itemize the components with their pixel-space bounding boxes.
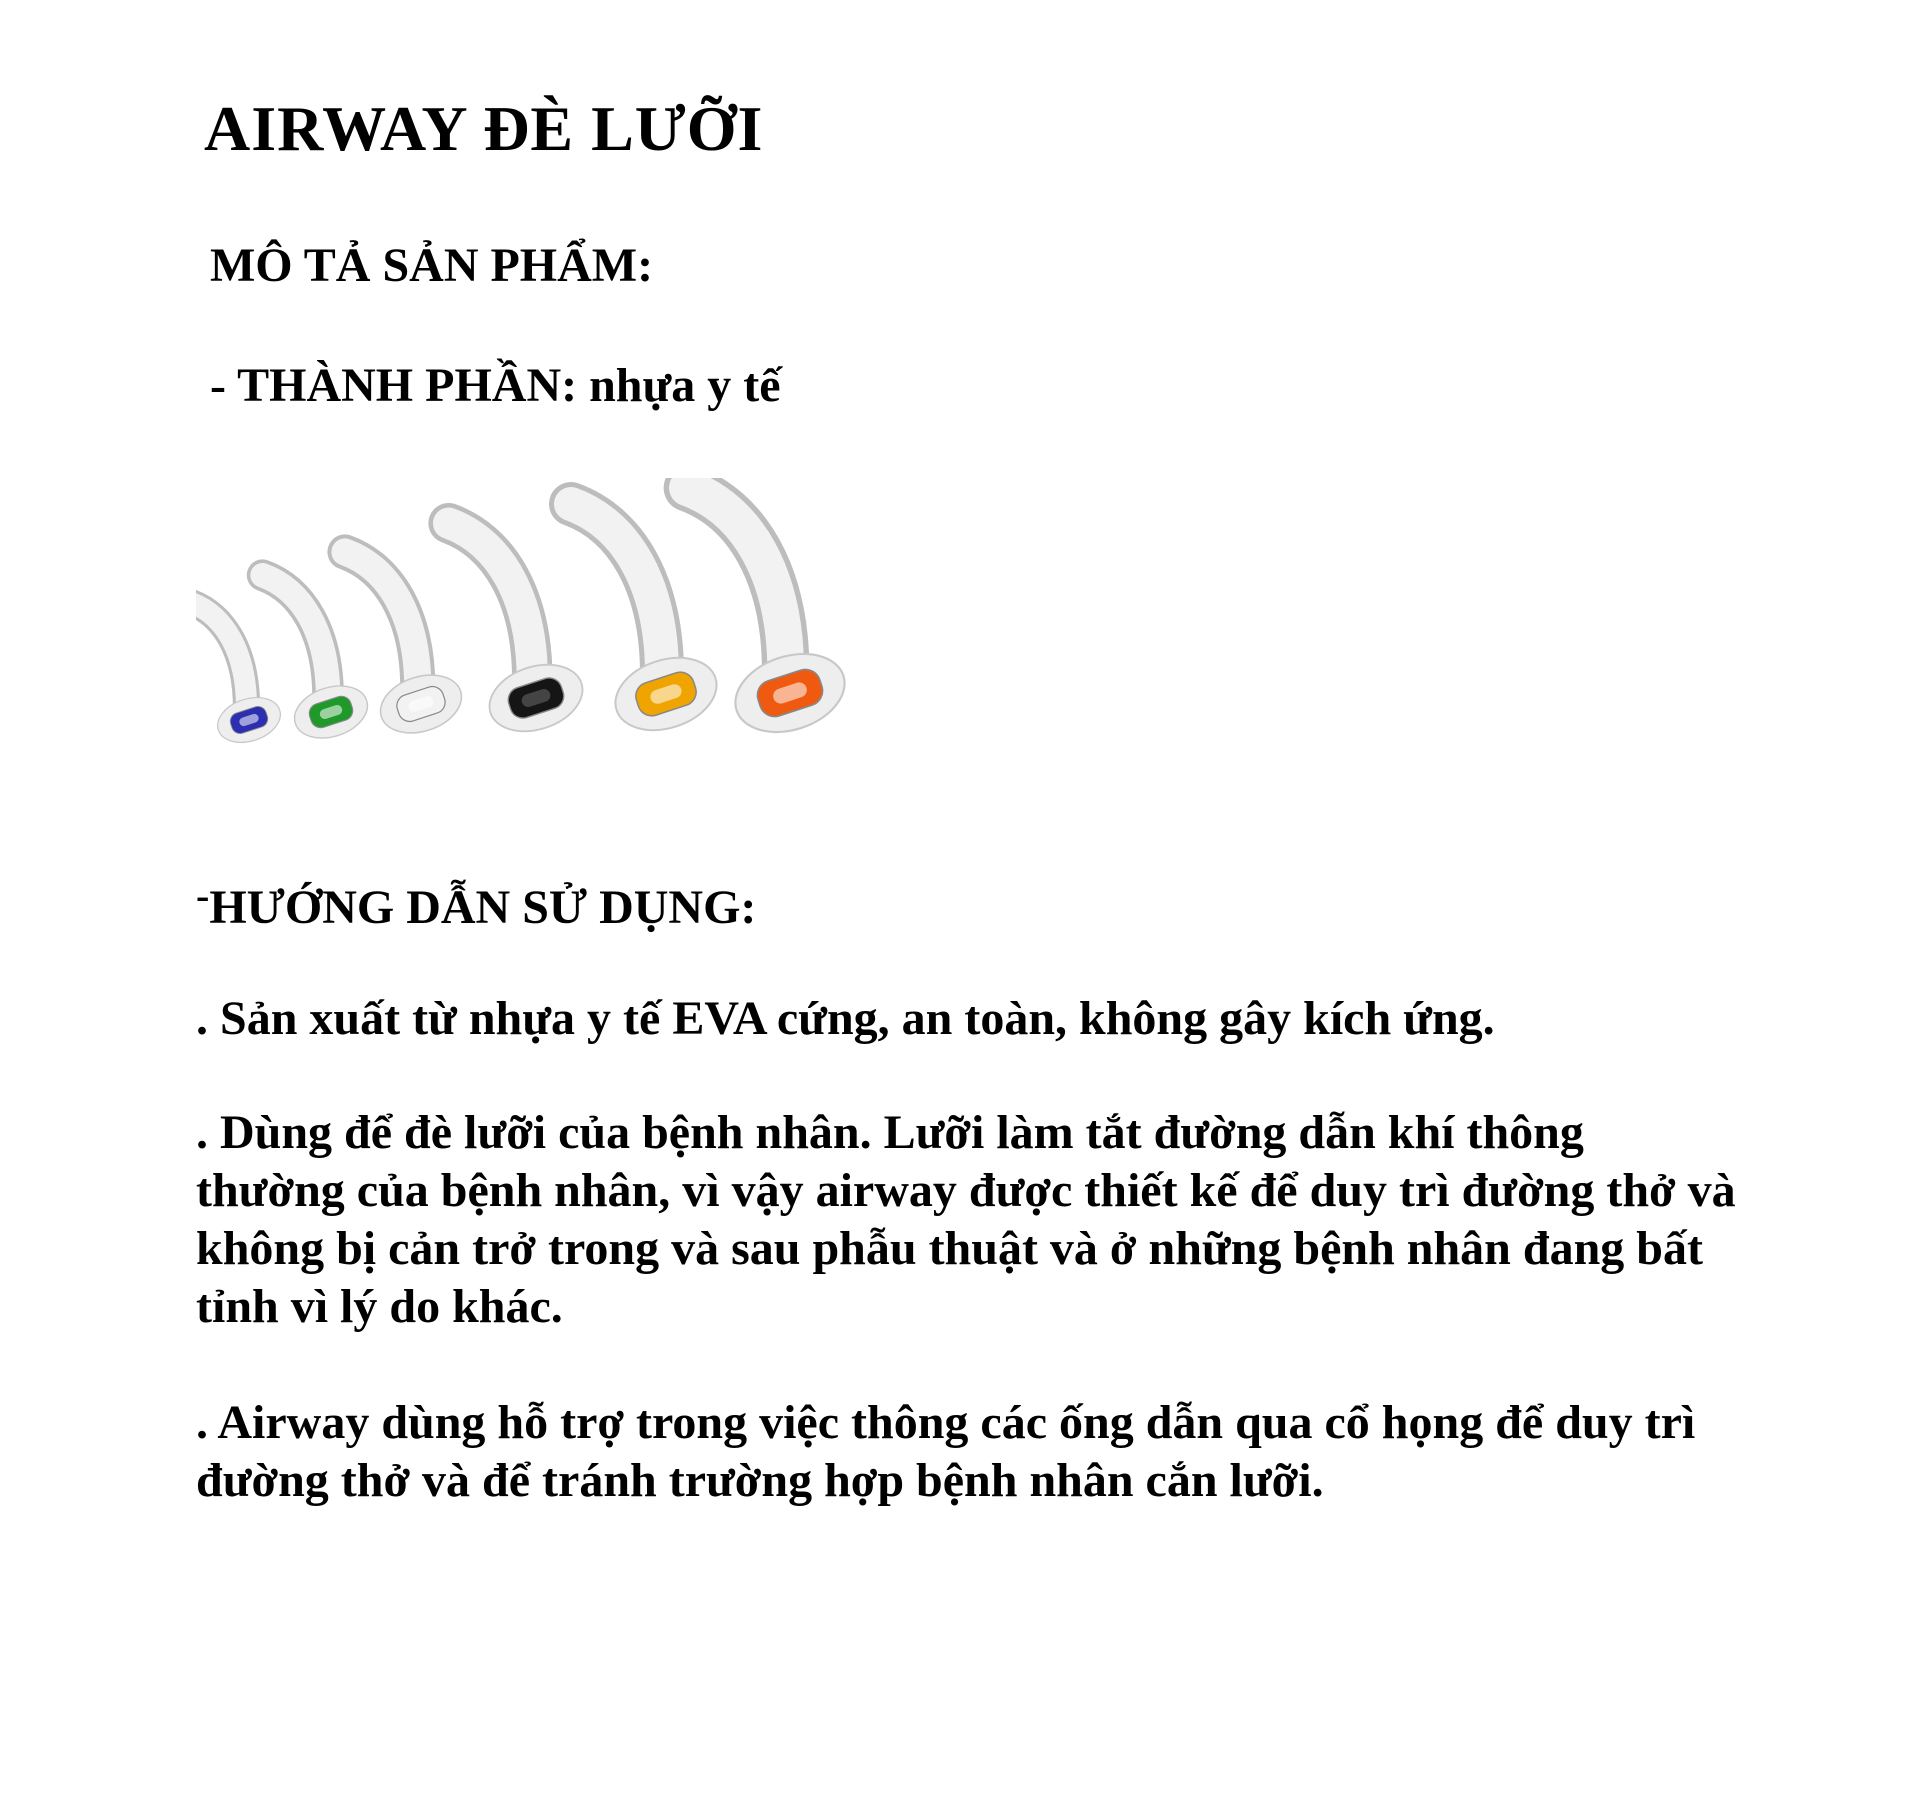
usage-paragraph-purpose: . Dùng để đè lưỡi của bệnh nhân. Lưỡi làm tắt đường dẫn khí thông thường của bệnh nhân, vì vậy airway được thiết kế để duy trì đường thở và không bị cản trở trong và sau phẫu thuật và ở những bệnh nhân đang bất tỉnh vì lý do khác. <box>196 1106 1736 1333</box>
composition-line: - THÀNH PHẦN: nhựa y tế <box>210 359 781 412</box>
airway-product-image <box>196 478 876 778</box>
airway-device <box>571 504 726 742</box>
usage-heading-text: HƯỚNG DẪN SỬ DỤNG: <box>209 881 757 934</box>
airway-device <box>687 488 854 745</box>
page-title: AIRWAY ĐÈ LƯỠI <box>204 93 764 164</box>
airway-device <box>196 602 286 750</box>
usage-paragraph-material: . Sản xuất từ nhựa y tế EVA cứng, an toàn, không gây kích ứng. <box>196 992 1495 1045</box>
usage-paragraph-support: . Airway dùng hỗ trợ trong việc thông các ống dẫn qua cổ họng để duy trì đường thở và để tránh trường hợp bệnh nhân cắn lưỡi. <box>196 1396 1696 1507</box>
product-description-heading: MÔ TẢ SẢN PHẨM: <box>210 239 654 292</box>
usage-instructions-heading <box>196 873 757 935</box>
airway-device <box>449 523 592 742</box>
usage-heading-dash: - <box>196 873 210 918</box>
